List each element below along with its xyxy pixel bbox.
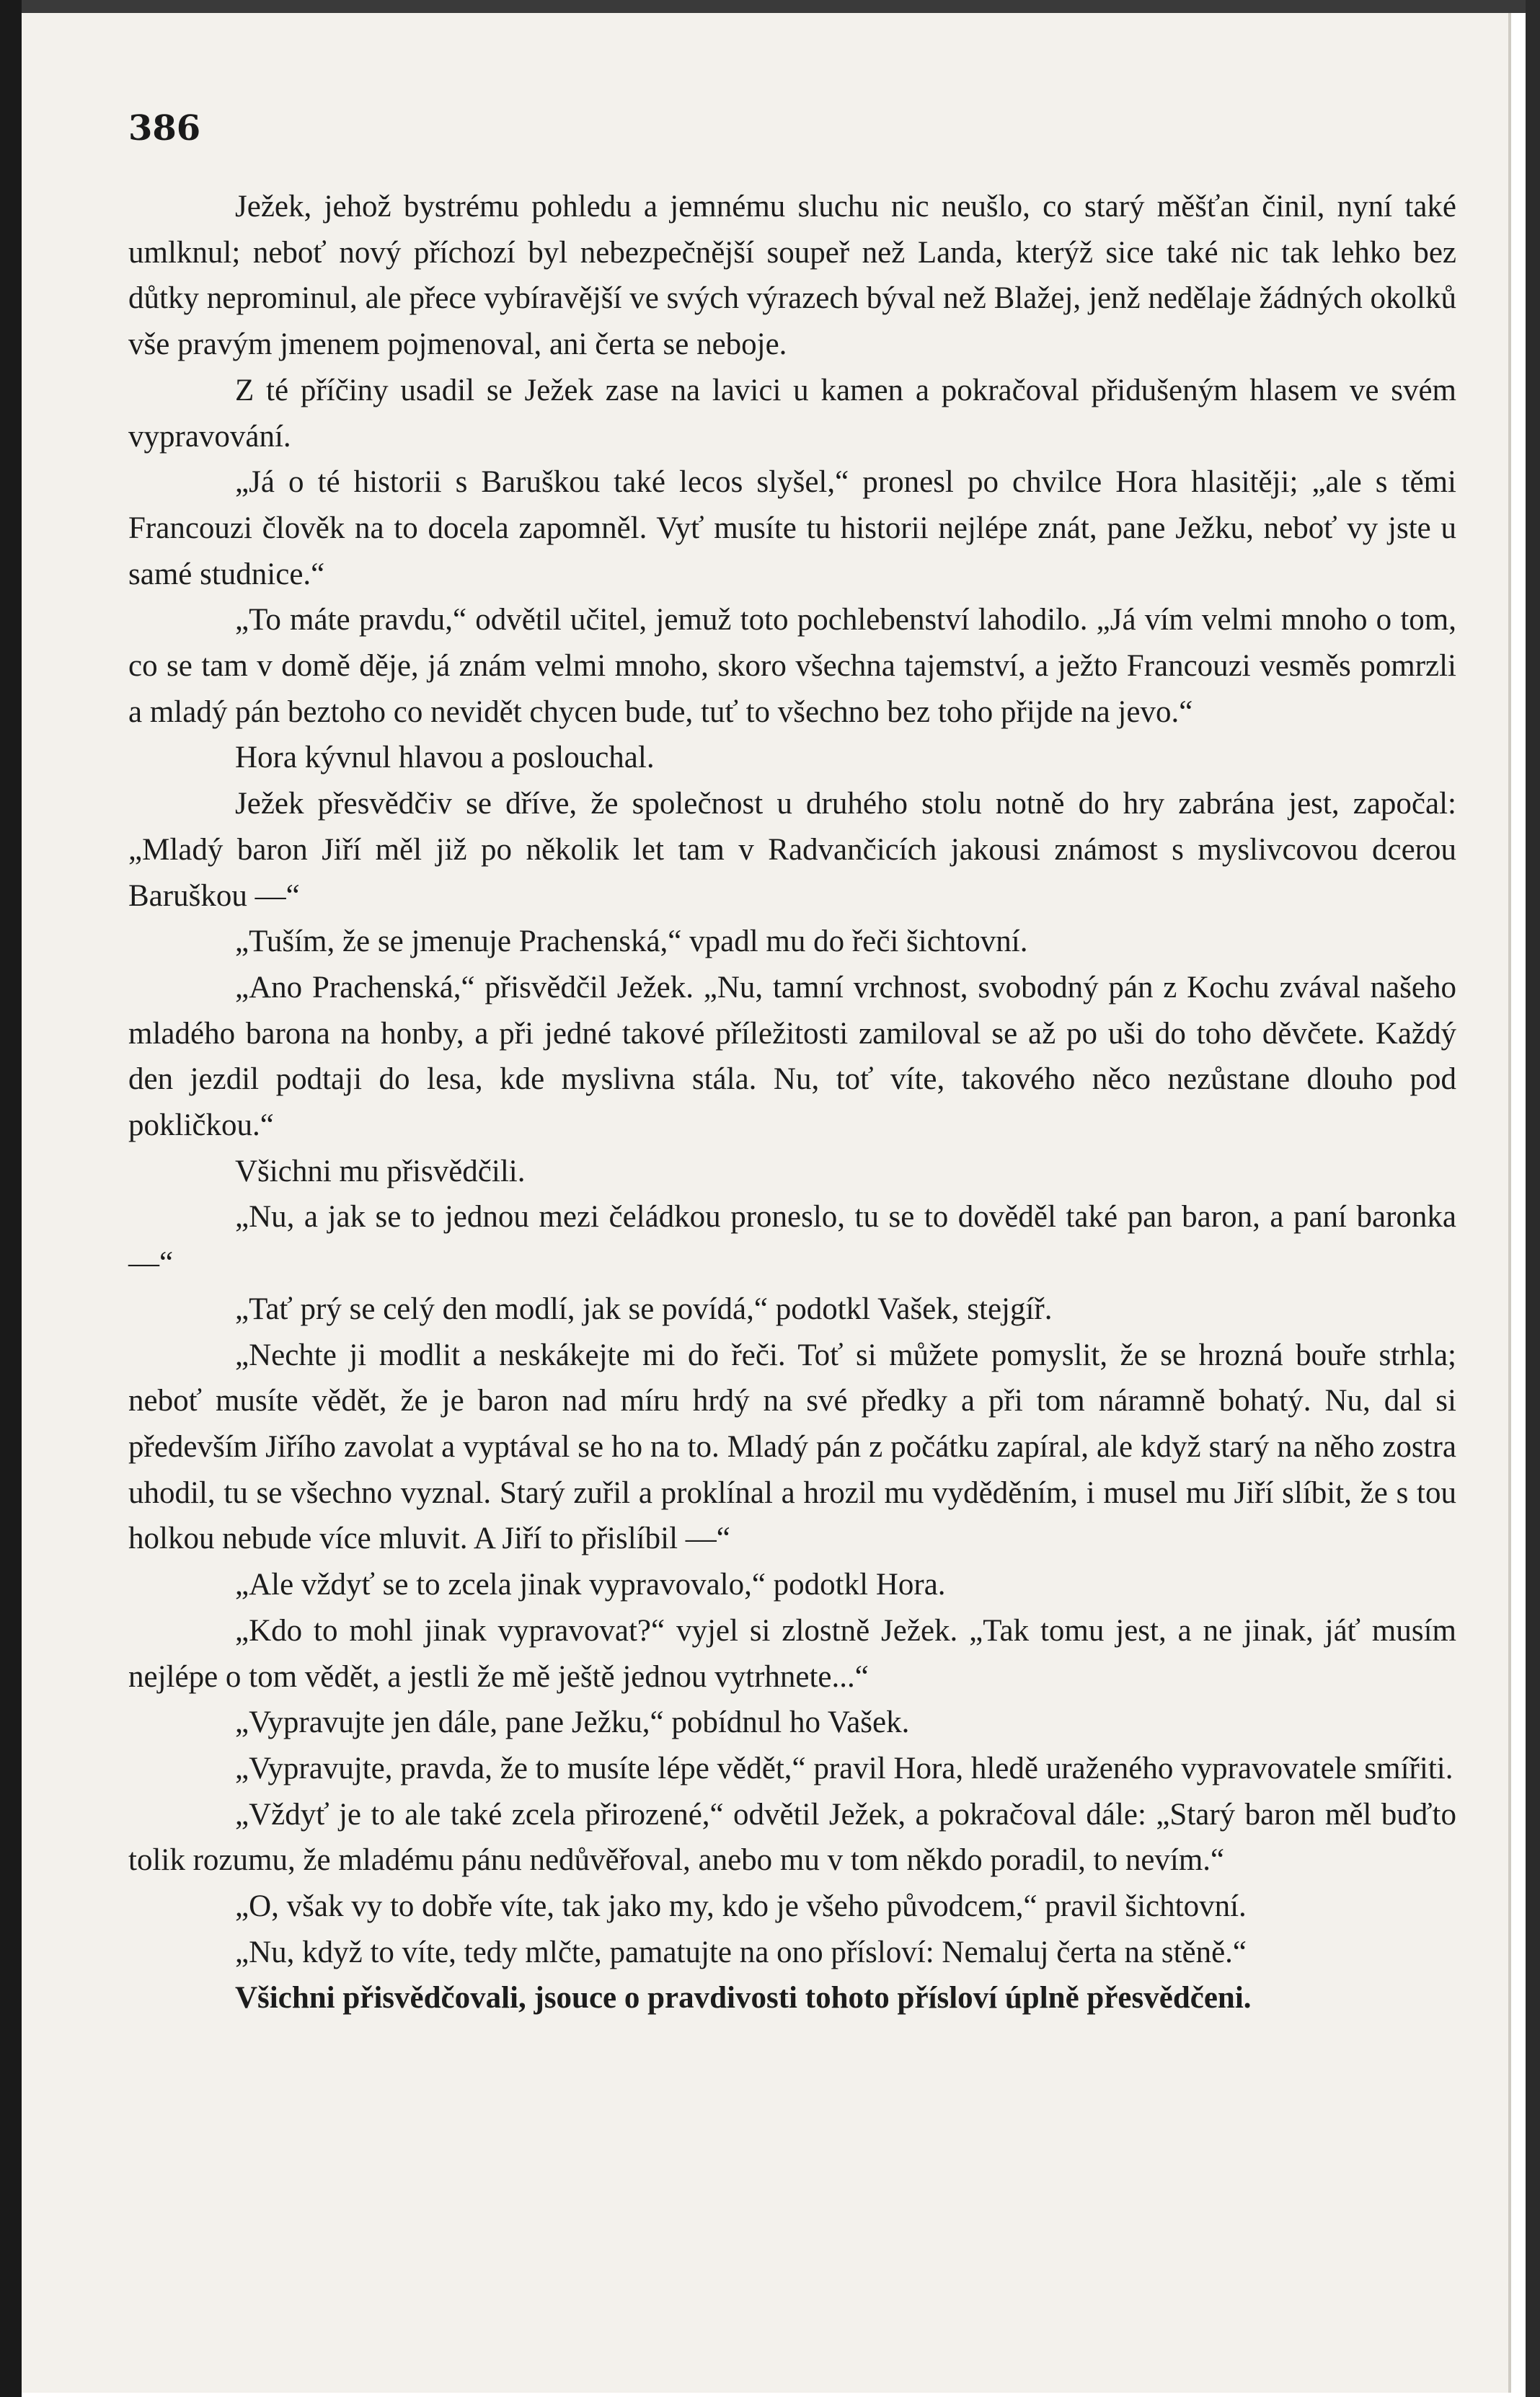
paragraph: „Tuším, že se jmenuje Prachenská,“ vpadl mu do řeči šichtovní. — [235, 924, 1028, 959]
page-number: 386 — [128, 108, 201, 149]
paragraph: „Ale vždyť se to zcela jinak vypravovalo,“ podotkl Hora. — [235, 1568, 946, 1602]
scan-border-left — [0, 0, 22, 2397]
paragraph: „To máte pravdu,“ odvětil učitel, jemuž toto pochlebenství lahodilo. „Já vím velmi mnoho o tom, co se tam v domě děje, já znám velmi mnoho, skoro všechna tajemství, a ježto Francouzi vesměs pomrzli a mladý pán beztoho co nevidět chycen bude, tuť to všechno bez toho přijde na jevo.“ — [128, 603, 1456, 729]
paragraph: „Tať prý se celý den modlí, jak se povídá,“ podotkl Vašek, stejgíř. — [235, 1292, 1053, 1326]
paragraph: „Kdo to mohl jinak vypravovat?“ vyjel si zlostně Ježek. „Tak tomu jest, a ne jinak, jáť musím nejlépe o tom vědět, a jestli že mě ještě jednou vytrhnete...“ — [128, 1613, 1456, 1694]
page-body — [128, 184, 1456, 2021]
paragraph: Z té příčiny usadil se Ježek zase na lavici u kamen a pokračoval přidušeným hlasem ve svém vypravování. — [128, 373, 1456, 454]
paragraph: „Nu, a jak se to jednou mezi čeládkou proneslo, tu se to dověděl také pan baron, a paní baronka —“ — [128, 1200, 1456, 1281]
paragraph: „Nechte ji modlit a neskákejte mi do řeči. Toť si můžete pomyslit, že se hrozná bouře strhla; neboť musíte vědět, že je baron nad míru hrdý na své předky a při tom náramně bohatý. Nu, dal si především Jiřího zavolat a vyptával se ho na to. Mladý pán z počátku zapíral, ale když starý na něho zostra uhodil, tu se všechno vyznal. Starý zuřil a proklínal a hrozil mu vyděděním, i musel mu Jiří slíbit, že s tou holkou nebude více mluvit. A Jiří to přislíbil —“ — [128, 1338, 1456, 1556]
paragraph: Ježek, jehož bystrému pohledu a jemnému sluchu nic neušlo, co starý měšťan činil, nyní také umlknul; neboť nový příchozí byl nebezpečnější soupeř než Landa, kterýž sice také nic tak lehko bez důtky neprominul, ale přece vybíravější ve svých výrazech býval než Blažej, jenž nedělaje žádných okolků vše pravým jmenem pojmenoval, ani čerta se neboje. — [128, 190, 1456, 362]
paragraph: „Já o té historii s Baruškou také lecos slyšel,“ pronesl po chvilce Hora hlasitěji; „ale s těmi Francouzi člověk na to docela zapomněl. Vyť musíte tu historii nejlépe znát, pane Ježku, neboť vy jste u samé studnice.“ — [128, 465, 1456, 591]
paragraph: „O, však vy to dobře víte, tak jako my, kdo je všeho původcem,“ pravil šichtovní. — [235, 1889, 1247, 1924]
paragraph: „Nu, když to víte, tedy mlčte, pamatujte na ono přísloví: Nemaluj čerta na stěně.“ — [235, 1935, 1247, 1969]
paragraph: „Vypravujte jen dále, pane Ježku,“ pobídnul ho Vašek. — [235, 1705, 910, 1740]
paragraph: Všichni přisvědčovali, jsouce o pravdivosti tohoto přísloví úplně přesvědčeni. — [235, 1981, 1252, 2016]
scan-border-right — [1526, 0, 1540, 2397]
scan-border-top — [0, 0, 1540, 13]
paragraph: Všichni mu přisvědčili. — [235, 1154, 526, 1188]
paragraph: „Ano Prachenská,“ přisvědčil Ježek. „Nu, tamní vrchnost, svobodný pán z Kochu zvával našeho mladého barona na honby, a při jedné takové příležitosti zamiloval se až po uši do toho děvčete. Každý den jezdil podtaji do lesa, kde myslivna stála. Nu, toť víte, takového něco nezůstane dlouho pod pokličkou.“ — [128, 970, 1456, 1143]
paragraph: „Vypravujte, pravda, že to musíte lépe vědět,“ pravil Hora, hledě uraženého vypravovatele smířiti. — [235, 1751, 1453, 1785]
paragraph: „Vždyť je to ale také zcela přirozené,“ odvětil Ježek, a pokračoval dále: „Starý baron měl buďto tolik rozumu, že mladému pánu nedůvěřoval, anebo mu v tom někdo poradil, to nevím.“ — [128, 1797, 1456, 1878]
paragraph: Hora kývnul hlavou a poslouchal. — [235, 741, 655, 775]
paragraph: Ježek přesvědčiv se dříve, že společnost u druhého stolu notně do hry zabrána jest, započal: „Mladý baron Jiří měl již po několik let tam v Radvančicích jakousi známost s myslivcovou dcerou Baruškou —“ — [128, 787, 1456, 913]
